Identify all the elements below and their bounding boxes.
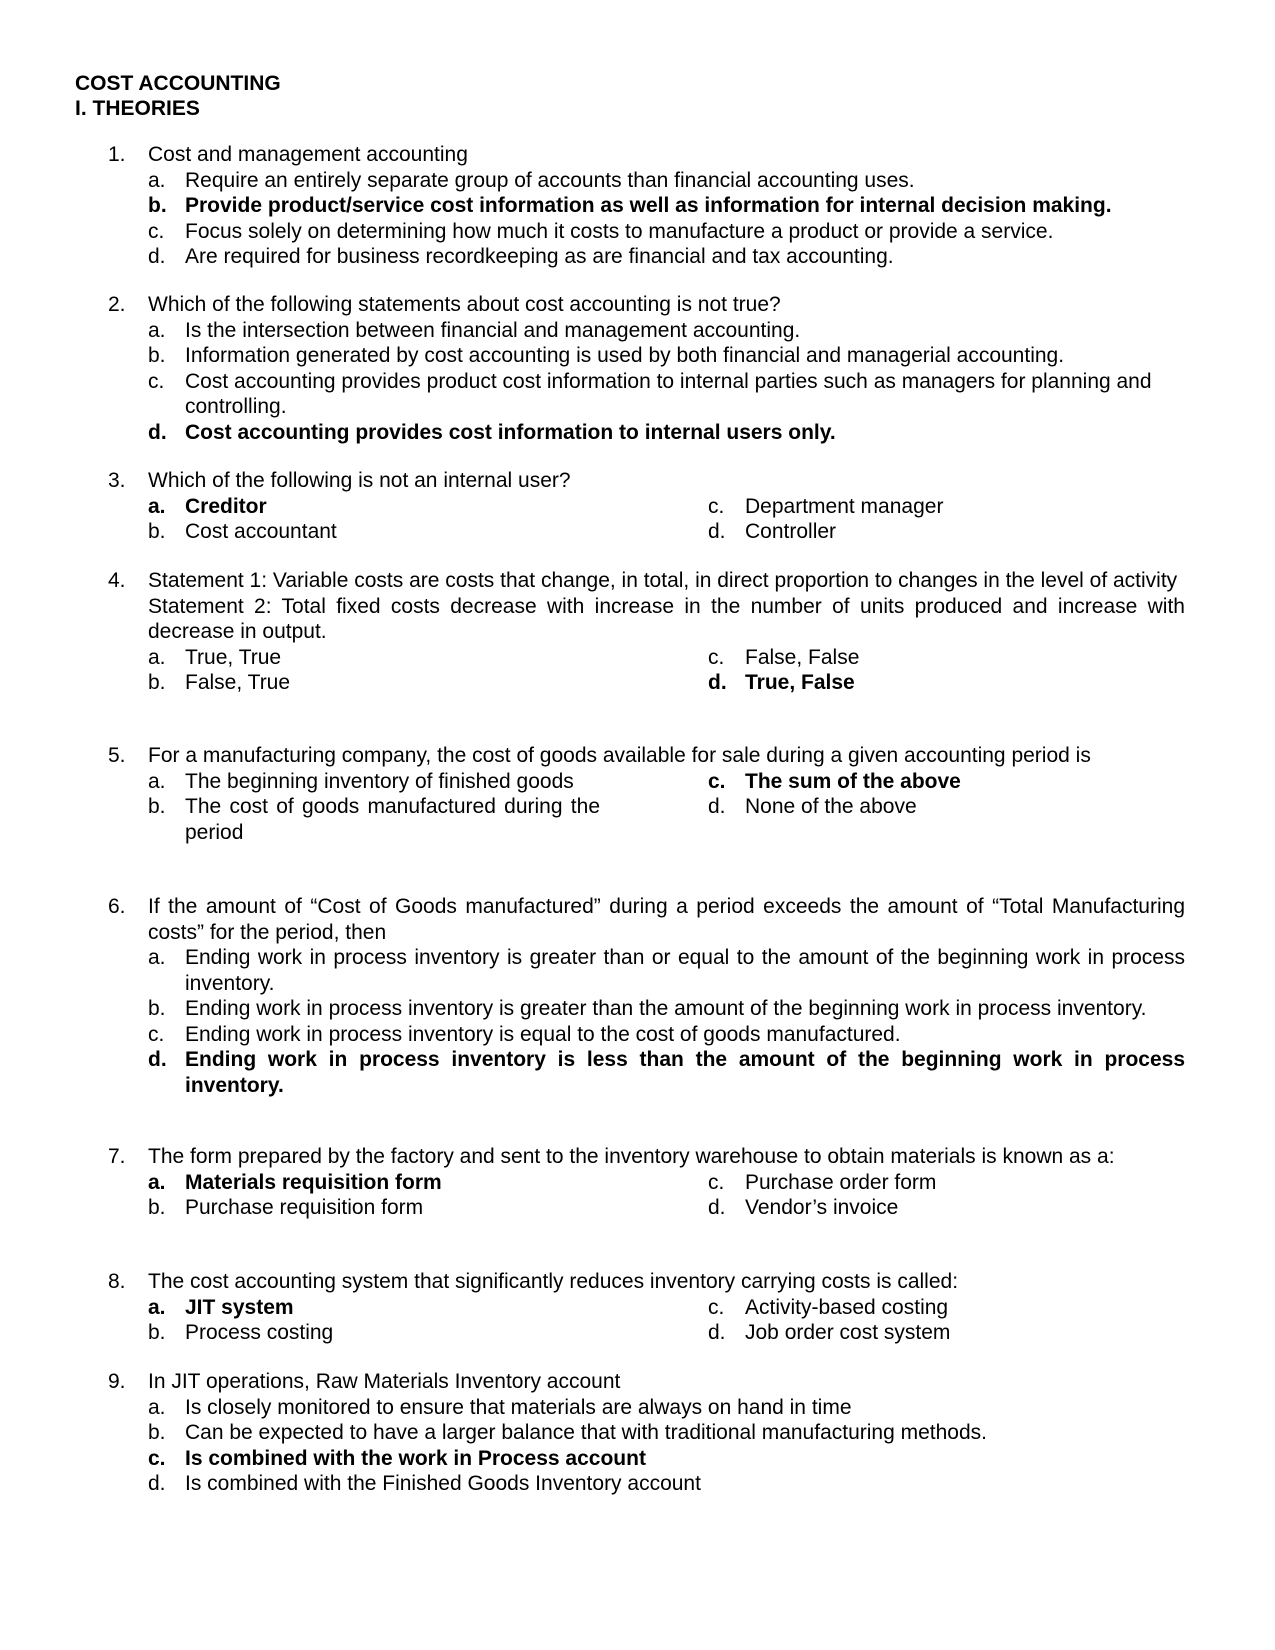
options-list [148,945,1185,1098]
section-heading: I. THEORIES [75,97,200,120]
question-number: 3. [108,469,126,492]
option-d-answer: d. Ending work in process inventory is less than the amount of the beginning work in process inventory. [148,1048,1185,1097]
question-number: 7. [108,1145,126,1168]
option-c: c. Focus solely on determining how much it costs to manufacture a product or provide a service. [148,219,1054,243]
option-c: c. Ending work in process inventory is equal to the cost of goods manufactured. [148,1022,901,1046]
question-number: 8. [108,1270,126,1293]
option-c-answer: c. The sum of the above [708,769,961,793]
option-d: d. Job order cost system [708,1321,951,1344]
option-d: d. None of the above [708,795,917,818]
question-stem: The cost accounting system that significantly reduces inventory carrying costs is called: [148,1270,959,1293]
options-list [148,168,1185,270]
question-5 [108,743,1185,845]
document-title: COST ACCOUNTING [75,72,281,95]
option-d: d. Is combined with the Finished Goods Inventory account [148,1472,701,1495]
question-number: 9. [108,1370,126,1393]
option-b: b. Can be expected to have a larger balance that with traditional manufacturing methods. [148,1421,987,1444]
option-c: c. Activity-based costing [708,1295,949,1319]
question-stem: Statement 1: Variable costs are costs that change, in total, in direct proportion to changes in the level of activity [148,569,1178,592]
option-d: d. Controller [708,520,837,543]
option-d: d. Vendor’s invoice [708,1196,899,1219]
option-a: a. Is the intersection between financial and management accounting. [148,318,801,342]
options-list [148,318,1185,446]
option-b: b. Purchase requisition form [148,1196,424,1219]
option-b: b. Process costing [148,1321,334,1344]
question-stem: For a manufacturing company, the cost of goods available for sale during a given accounting period is [148,744,1091,767]
option-a-answer: a. Creditor [148,494,267,518]
option-a-answer: a. Materials requisition form [148,1170,442,1194]
option-d-answer: d. True, False [708,671,855,694]
option-b-answer: b. Provide product/service cost information as well as information for internal decision making. [148,194,1112,217]
question-stem-2: Statement 2: Total fixed costs decrease with increase in the number of units produced and increase with decrease in output. [148,594,1185,643]
question-4 [108,568,1185,696]
question-number: 4. [108,569,126,592]
option-b: b. The cost of goods manufactured during the period [148,795,600,844]
option-b: b. Ending work in process inventory is greater than the amount of the beginning work in process inventory. [148,997,1147,1020]
options-grid [148,645,1185,696]
question-stem: The form prepared by the factory and sent to the inventory warehouse to obtain materials is known as a: [148,1145,1115,1168]
question-number: 6. [108,895,126,918]
options-grid [148,1295,1185,1346]
options-grid [148,1170,1185,1221]
option-a: a. Is closely monitored to ensure that materials are always on hand in time [148,1395,852,1419]
option-c: c. Purchase order form [708,1170,937,1194]
options-grid [148,769,1185,846]
question-stem: If the amount of “Cost of Goods manufactured” during a period exceeds the amount of “Total Manufacturing costs” for the period, then [148,895,1185,944]
option-c: c. False, False [708,645,860,669]
option-a: a. The beginning inventory of finished goods [148,769,574,793]
option-a: a. Require an entirely separate group of accounts than financial accounting uses. [148,168,915,192]
option-c: c. Department manager [708,494,944,518]
question-stem: In JIT operations, Raw Materials Inventory account [148,1370,621,1393]
question-6 [108,894,1185,1098]
question-number: 5. [108,744,126,767]
options-grid [148,494,1185,545]
option-a-answer: a. JIT system [148,1295,294,1319]
option-b: b. Cost accountant [148,520,337,543]
option-c: c. Cost accounting provides product cost information to internal parties such as managers for planning and controlling. [148,369,1152,418]
question-1 [108,142,1185,270]
question-stem: Which of the following statements about cost accounting is not true? [148,293,781,316]
question-9 [108,1369,1185,1497]
question-number: 1. [108,143,126,166]
option-c-answer: c. Is combined with the work in Process account [148,1446,646,1470]
option-b: b. Information generated by cost accounting is used by both financial and managerial accounting. [148,344,1065,367]
option-d-answer: d. Cost accounting provides cost information to internal users only. [148,420,836,444]
option-a: a. True, True [148,645,282,669]
option-d: d. Are required for business recordkeeping as are financial and tax accounting. [148,245,894,268]
question-2 [108,292,1185,445]
option-b: b. False, True [148,671,291,694]
question-number: 2. [108,293,126,316]
question-stem: Cost and management accounting [148,143,468,166]
question-stem: Which of the following is not an internal user? [148,469,571,492]
options-list [148,1395,1185,1497]
question-3 [108,468,1185,545]
question-8 [108,1269,1185,1346]
option-a: a. Ending work in process inventory is greater than or equal to the amount of the beginning work in process inventory. [148,946,1185,995]
question-7 [108,1144,1185,1221]
